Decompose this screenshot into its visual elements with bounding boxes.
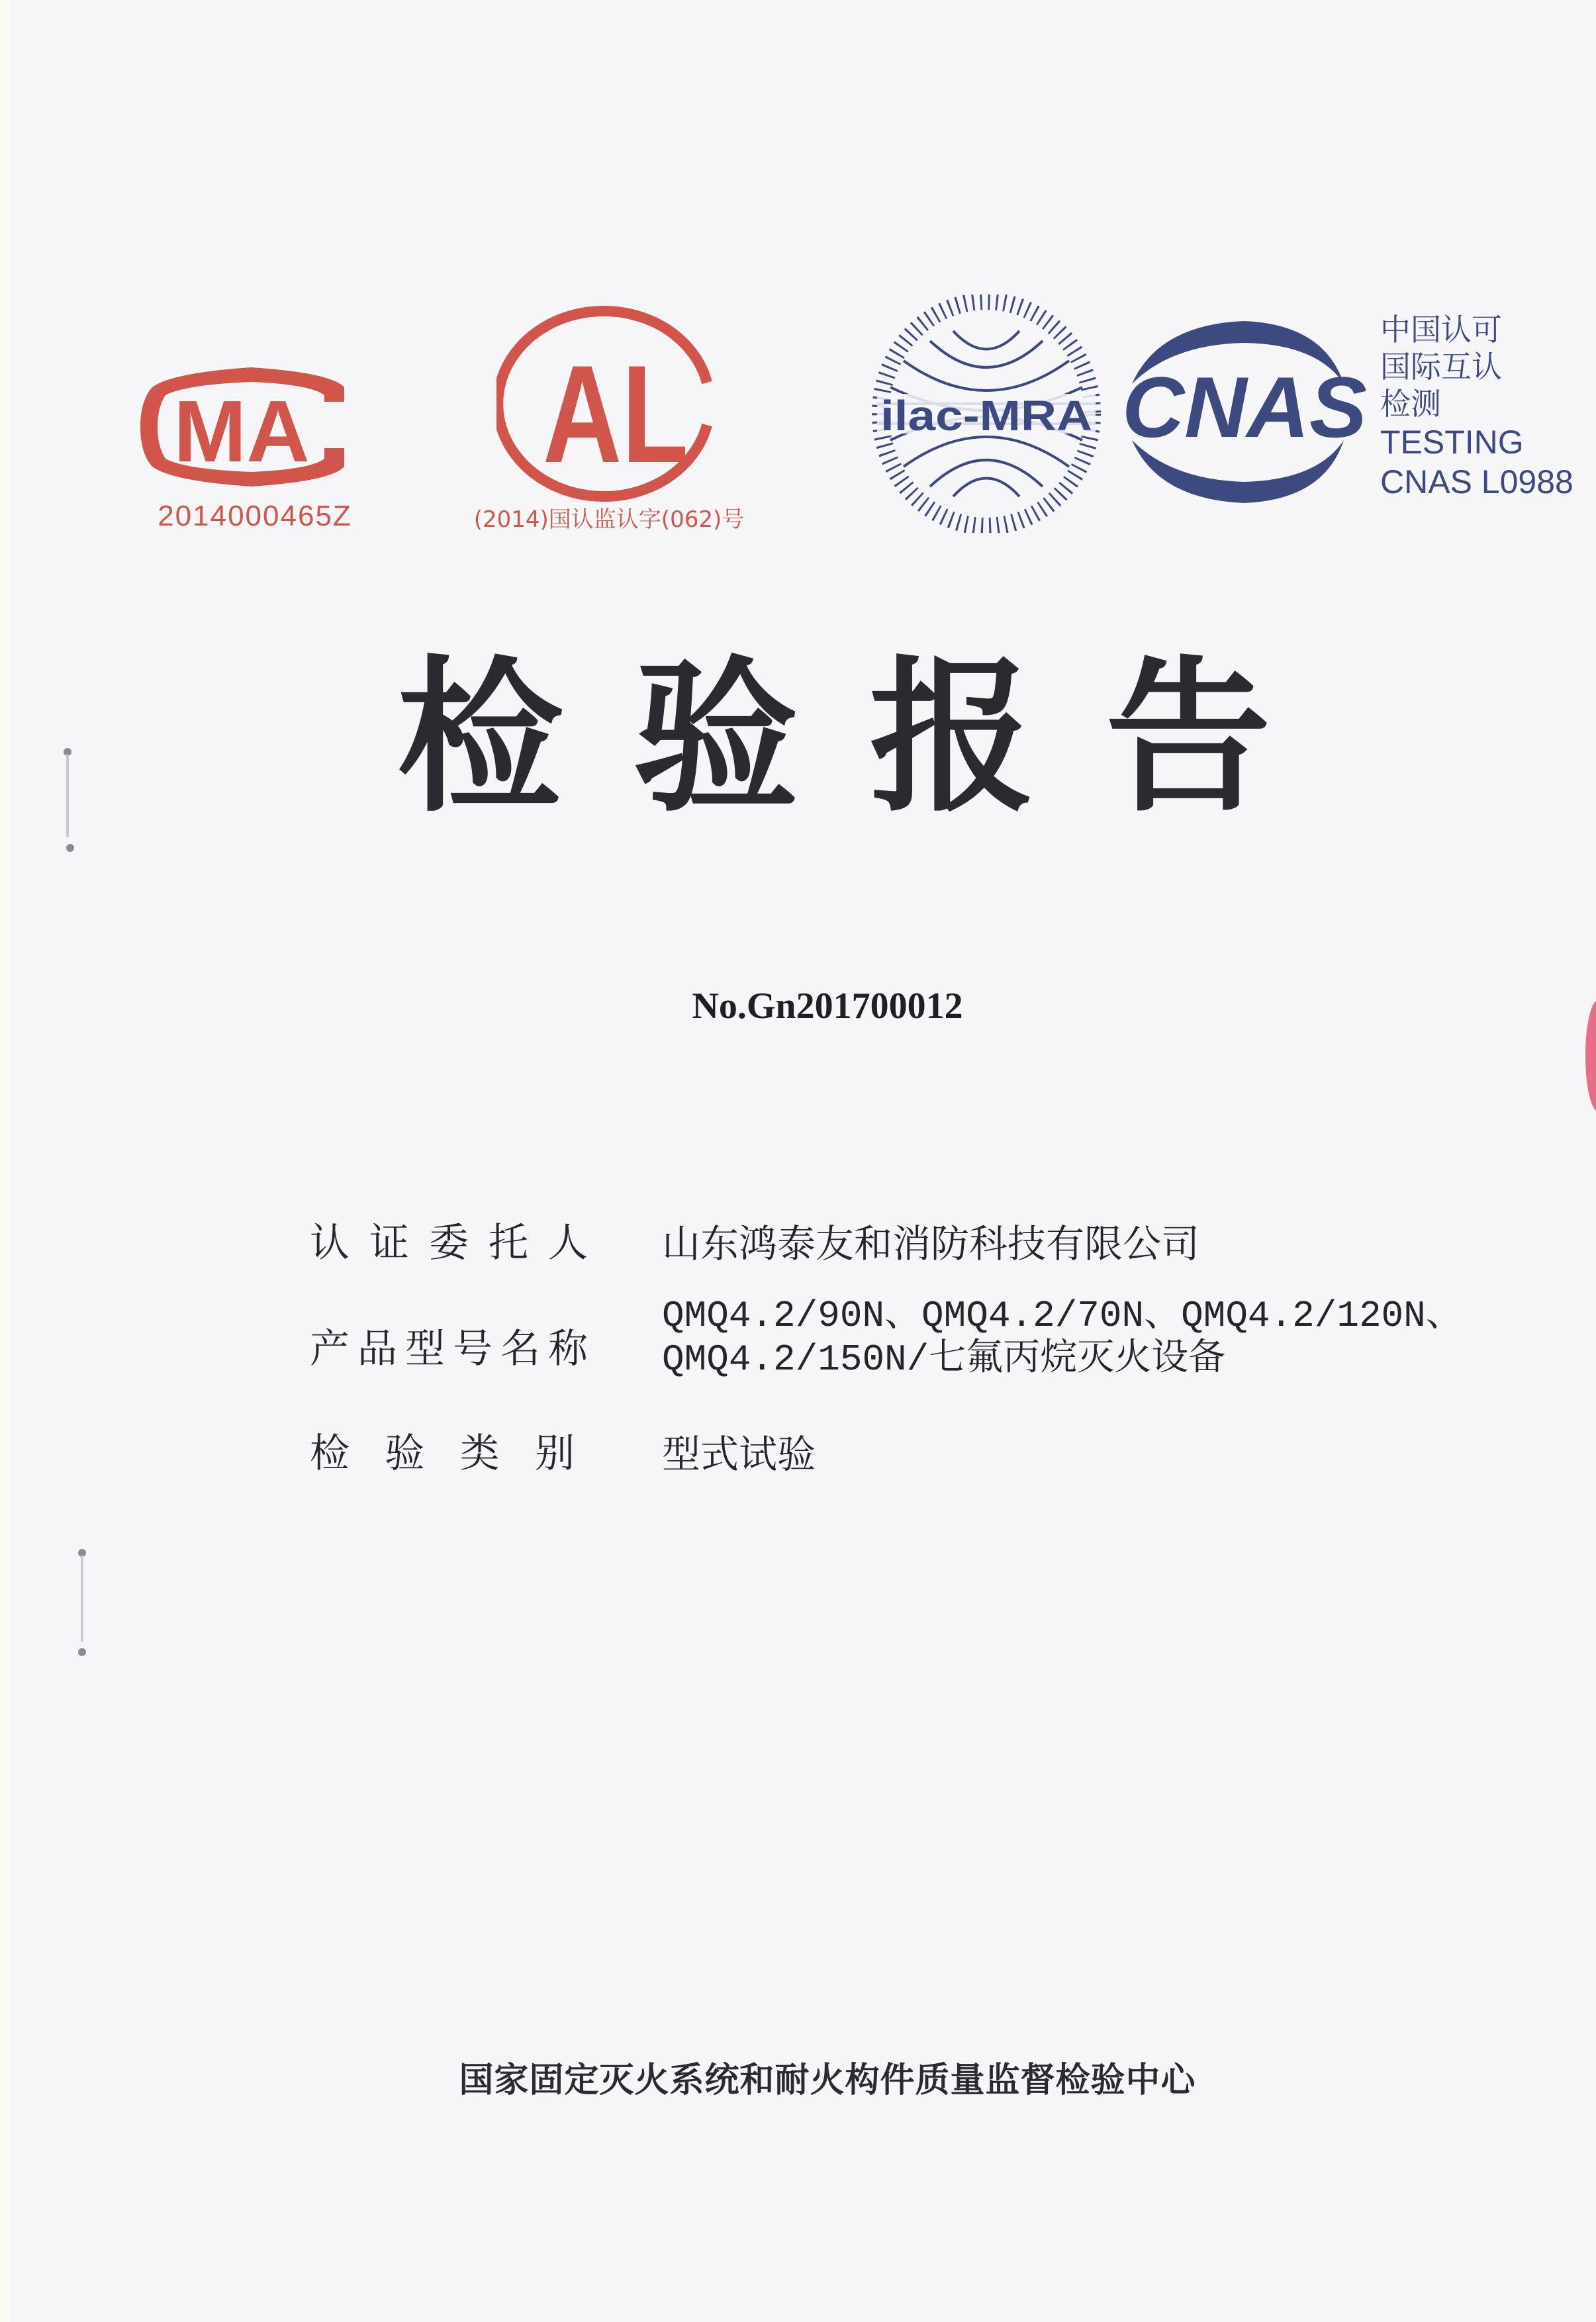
cnas-line: 国际互认 <box>1380 349 1502 385</box>
cma-emblem-icon <box>132 361 371 493</box>
document-title <box>371 641 1297 834</box>
cal-cert-number: (2014)国认监认字(062)号 <box>473 506 745 533</box>
field-value-client: 山东鸿泰友和消防科技有限公司 <box>662 1221 1200 1266</box>
cnas-line: TESTING <box>1380 424 1524 461</box>
label-char: 检 <box>310 1430 350 1477</box>
cnas-accreditation-text <box>1380 311 1592 502</box>
label-char: 名 <box>500 1326 540 1372</box>
cnas-logo <box>1119 311 1370 510</box>
field-value-inspection-type: 型式试验 <box>662 1432 816 1477</box>
field-value-product-model <box>662 1294 1463 1381</box>
label-char: 称 <box>548 1326 588 1372</box>
svg-text:AL: AL <box>543 336 688 492</box>
cnas-line: 中国认可 <box>1380 312 1502 348</box>
svg-text:CNAS: CNAS <box>1122 359 1367 455</box>
red-seal-edge <box>1585 999 1596 1112</box>
issuing-organization: 国家固定灭火系统和耐火构件质量监督检验中心 <box>459 2061 1196 2100</box>
label-char: 托 <box>489 1220 528 1266</box>
svg-text:MA: MA <box>173 383 310 480</box>
ilac-mra-logo <box>864 295 1109 533</box>
label-char: 人 <box>548 1220 588 1266</box>
title-char: 告 <box>1105 641 1271 834</box>
label-char: 号 <box>453 1326 493 1372</box>
cnas-emblem-icon <box>1119 311 1370 510</box>
title-char: 检 <box>397 641 563 834</box>
label-char: 型 <box>405 1326 445 1372</box>
svg-text:ilac-MRA: ilac-MRA <box>880 392 1092 440</box>
cnas-line: 检测 <box>1380 386 1441 422</box>
label-char: 类 <box>459 1430 500 1477</box>
label-char: 证 <box>369 1220 409 1266</box>
label-char: 品 <box>357 1326 397 1372</box>
cma-logo <box>132 361 371 493</box>
cal-logo <box>496 304 725 503</box>
title-char: 报 <box>869 641 1035 834</box>
cma-cert-number: 2014000465Z <box>158 500 352 532</box>
report-number: No.Gn201700012 <box>692 986 963 1027</box>
title-char: 验 <box>633 641 799 834</box>
cal-emblem-icon <box>496 304 725 503</box>
ilac-globe-icon <box>864 295 1109 533</box>
label-char: 别 <box>534 1430 575 1477</box>
cnas-line: CNAS L0988 <box>1380 463 1573 500</box>
field-label-product-model <box>310 1317 588 1374</box>
field-label-inspection-type <box>310 1422 575 1479</box>
product-model-line: QMQ4.2/150N/七氟丙烷灭火设备 <box>662 1338 1226 1381</box>
page-edge <box>0 0 9 2322</box>
label-char: 产 <box>310 1326 350 1372</box>
field-label-client <box>310 1211 588 1268</box>
label-char: 认 <box>310 1220 350 1266</box>
label-char: 验 <box>385 1430 425 1477</box>
product-model-line: QMQ4.2/90N、QMQ4.2/70N、QMQ4.2/120N、 <box>662 1295 1463 1337</box>
label-char: 委 <box>429 1220 469 1266</box>
